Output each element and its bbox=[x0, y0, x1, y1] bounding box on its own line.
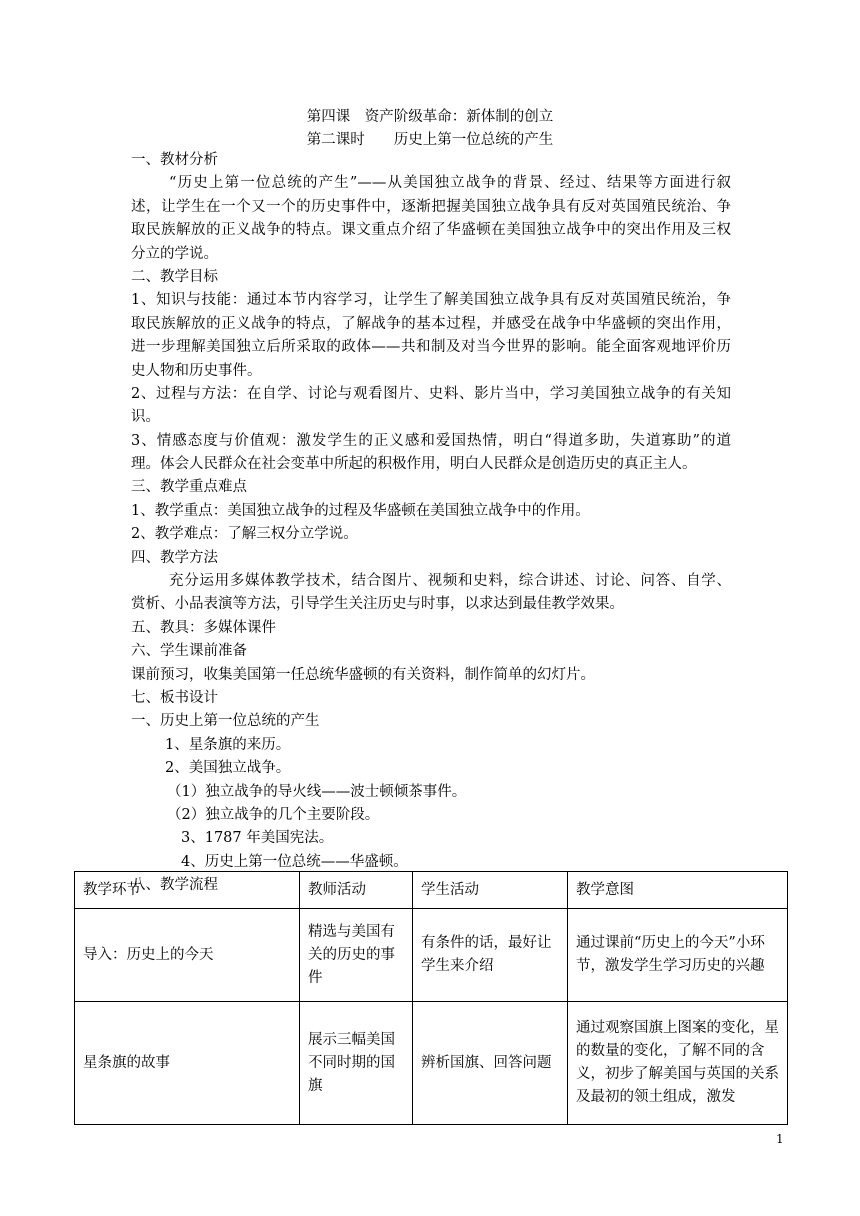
text-line: 3、1787 年美国宪法。 bbox=[181, 830, 334, 847]
text-line: （1）独立战争的导火线——波士顿倾茶事件。 bbox=[167, 783, 467, 800]
text-line: 进一步理解美国独立后所采取的政体——共和制及对当今世界的影响。能全面客观地评价历 bbox=[131, 339, 731, 356]
text-line: 1、知识与技能：通过本节内容学习，让学生了解美国独立战争具有反对英国殖民统治，争 bbox=[131, 292, 731, 309]
text-line: 2、过程与方法：在自学、讨论与观看图片、史料、影片当中，学习美国独立战争的有关知 bbox=[131, 385, 731, 402]
table-cell: 展示三幅美国不同时期的国旗 bbox=[300, 1002, 413, 1125]
text-line: 2、教学难点：了解三权分立学说。 bbox=[131, 526, 358, 543]
text-line: “历史上第一位总统的产生”——从美国独立战争的背景、经过、结果等方面进行叙 bbox=[169, 175, 731, 192]
text-line: 1、教学重点：美国独立战争的过程及华盛顿在美国独立战争中的作用。 bbox=[131, 502, 590, 519]
table-row bbox=[75, 909, 788, 1002]
table-cell: 通过课前“历史上的今天”小环节，激发学生学习历史的兴趣 bbox=[568, 909, 788, 1002]
text-line: 3、情感态度与价值观：激发学生的正义感和爱国热情，明白“得道多助，失道寡助”的道 bbox=[131, 432, 731, 449]
text-line: （2）独立战争的几个主要阶段。 bbox=[167, 806, 380, 823]
text-line: 2、美国独立战争。 bbox=[165, 760, 291, 777]
page-number: 1 bbox=[776, 1132, 784, 1146]
lesson-subtitle: 第二课时 历史上第一位总统的产生 bbox=[306, 132, 554, 148]
lesson-title: 第四课 资产阶级革命：新体制的创立 bbox=[306, 109, 554, 125]
text-line: 一、历史上第一位总统的产生 bbox=[131, 713, 320, 730]
text-line: 史人物和历史事件。 bbox=[131, 362, 262, 379]
text-line: 四、教学方法 bbox=[131, 549, 218, 566]
table-cell: 有条件的话，最好让学生来介绍 bbox=[413, 909, 568, 1002]
text-line: 二、教学目标 bbox=[131, 268, 218, 285]
table-cell: 通过观察国旗上图案的变化，星的数量的变化，了解不同的含义，初步了解美国与英国的关系及最初的领土组成，激发 bbox=[568, 1002, 788, 1125]
text-line: 分立的学说。 bbox=[131, 245, 218, 262]
table-cell: 星条旗的故事 bbox=[75, 1002, 300, 1125]
table-cell: 精选与美国有关的历史的事件 bbox=[300, 909, 413, 1002]
text-line: 充分运用多媒体教学技术，结合图片、视频和史料，综合讲述、讨论、问答、自学、 bbox=[169, 573, 731, 590]
teaching-flow-table bbox=[74, 871, 788, 1125]
text-line: 三、教学重点难点 bbox=[131, 479, 247, 496]
text-line: 五、教具：多媒体课件 bbox=[131, 619, 276, 636]
text-line: 一、教材分析 bbox=[131, 152, 218, 168]
table-cell: 辨析国旗、回答问题 bbox=[413, 1002, 568, 1125]
text-line: 识。 bbox=[131, 409, 160, 426]
text-line: 七、板书设计 bbox=[131, 689, 218, 706]
text-line: 课前预习，收集美国第一任总统华盛顿的有关资料，制作简单的幻灯片。 bbox=[131, 666, 595, 683]
text-line: 八、教学流程 bbox=[131, 877, 218, 894]
text-line: 六、学生课前准备 bbox=[131, 643, 247, 660]
document-body bbox=[131, 149, 731, 898]
text-line: 4、历史上第一位总统——华盛顿。 bbox=[181, 853, 408, 870]
text-line: 取民族解放的正义战争的特点。课文重点介绍了华盛顿在美国独立战争中的突出作用及三权 bbox=[131, 222, 731, 239]
table-header-row bbox=[75, 872, 788, 909]
table-header-cell: 教学环节 bbox=[75, 872, 300, 909]
table-header-cell: 学生活动 bbox=[413, 872, 568, 909]
text-line: 述，让学生在一个又一个的历史事件中，逐渐把握美国独立战争具有反对英国殖民统治、争 bbox=[131, 198, 731, 215]
text-line: 理。体会人民群众在社会变革中所起的积极作用，明白人民群众是创造历史的真正主人。 bbox=[131, 456, 697, 473]
text-line: 1、星条旗的来历。 bbox=[165, 736, 291, 753]
text-line: 赏析、小品表演等方法，引导学生关注历史与时事，以求达到最佳教学效果。 bbox=[131, 596, 624, 613]
table-header-cell: 教师活动 bbox=[300, 872, 413, 909]
table-cell: 导入：历史上的今天 bbox=[75, 909, 300, 1002]
table-row bbox=[75, 1002, 788, 1125]
text-line: 取民族解放的正义战争的特点，了解战争的基本过程，并感受在战争中华盛顿的突出作用， bbox=[131, 315, 731, 332]
table-header-cell: 教学意图 bbox=[568, 872, 788, 909]
